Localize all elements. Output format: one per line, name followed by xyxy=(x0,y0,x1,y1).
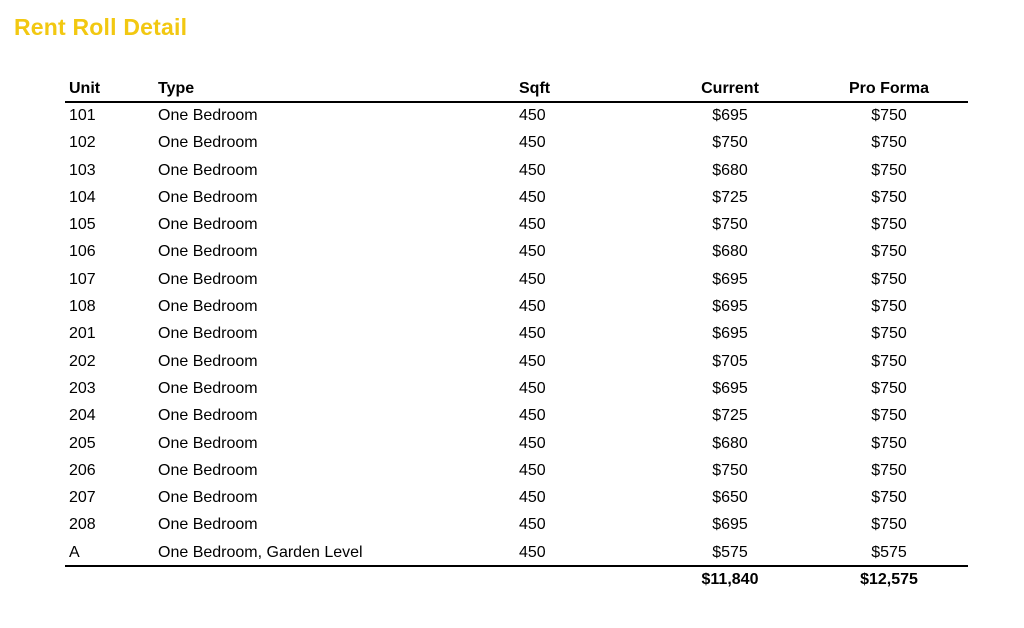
table-row xyxy=(65,130,968,157)
total-pro-forma: $12,575 xyxy=(860,570,918,588)
current-rent-cell: $695 xyxy=(712,107,748,124)
unit-cell: 205 xyxy=(69,434,96,452)
unit-cell: 106 xyxy=(69,243,96,261)
column-header-current: Current xyxy=(701,80,759,97)
current-rent-cell: $680 xyxy=(712,434,748,452)
sqft-cell: 450 xyxy=(519,134,546,152)
current-rent-cell: $695 xyxy=(712,298,748,316)
sqft-cell: 450 xyxy=(519,161,546,179)
current-rent-cell: $650 xyxy=(712,489,748,507)
sqft-cell: 450 xyxy=(519,434,546,452)
unit-cell: 201 xyxy=(69,325,96,343)
sqft-cell: 450 xyxy=(519,188,546,206)
unit-cell: 104 xyxy=(69,188,96,206)
table-row xyxy=(65,485,968,512)
unit-cell: 102 xyxy=(69,134,96,152)
pro-forma-rent-cell: $750 xyxy=(871,216,907,234)
table-row xyxy=(65,103,968,130)
type-cell: One Bedroom xyxy=(158,434,258,452)
type-cell: One Bedroom xyxy=(158,407,258,425)
pro-forma-rent-cell: $750 xyxy=(871,379,907,397)
table-row xyxy=(65,458,968,485)
pro-forma-rent-cell: $750 xyxy=(871,407,907,425)
type-cell: One Bedroom, Garden Level xyxy=(158,543,363,561)
current-rent-cell: $705 xyxy=(712,352,748,370)
current-rent-cell: $575 xyxy=(712,543,748,561)
unit-cell: 207 xyxy=(69,489,96,507)
pro-forma-rent-cell: $750 xyxy=(871,434,907,452)
type-cell: One Bedroom xyxy=(158,352,258,370)
unit-cell: 108 xyxy=(69,298,96,316)
type-cell: One Bedroom xyxy=(158,461,258,479)
table-row xyxy=(65,431,968,458)
type-cell: One Bedroom xyxy=(158,216,258,234)
page-title: Rent Roll Detail xyxy=(14,14,188,40)
table-row xyxy=(65,321,968,348)
column-header-unit: Unit xyxy=(69,80,101,97)
table-row xyxy=(65,158,968,185)
table-row xyxy=(65,349,968,376)
type-cell: One Bedroom xyxy=(158,516,258,534)
table-row xyxy=(65,403,968,430)
unit-cell: 203 xyxy=(69,379,96,397)
unit-cell: 101 xyxy=(69,107,96,124)
pro-forma-rent-cell: $750 xyxy=(871,489,907,507)
type-cell: One Bedroom xyxy=(158,325,258,343)
sqft-cell: 450 xyxy=(519,352,546,370)
sqft-cell: 450 xyxy=(519,243,546,261)
sqft-cell: 450 xyxy=(519,489,546,507)
type-cell: One Bedroom xyxy=(158,243,258,261)
table-row xyxy=(65,267,968,294)
current-rent-cell: $680 xyxy=(712,161,748,179)
pro-forma-rent-cell: $750 xyxy=(871,516,907,534)
type-cell: One Bedroom xyxy=(158,188,258,206)
column-header-type: Type xyxy=(158,80,195,97)
column-header-sqft: Sqft xyxy=(519,80,551,97)
pro-forma-rent-cell: $750 xyxy=(871,325,907,343)
current-rent-cell: $695 xyxy=(712,516,748,534)
sqft-cell: 450 xyxy=(519,107,546,124)
sqft-cell: 450 xyxy=(519,325,546,343)
sqft-cell: 450 xyxy=(519,298,546,316)
sqft-cell: 450 xyxy=(519,461,546,479)
unit-cell: 107 xyxy=(69,270,96,288)
type-cell: One Bedroom xyxy=(158,489,258,507)
unit-cell: 103 xyxy=(69,161,96,179)
current-rent-cell: $725 xyxy=(712,407,748,425)
unit-cell: 204 xyxy=(69,407,96,425)
pro-forma-rent-cell: $750 xyxy=(871,461,907,479)
current-rent-cell: $750 xyxy=(712,216,748,234)
type-cell: One Bedroom xyxy=(158,298,258,316)
pro-forma-rent-cell: $750 xyxy=(871,352,907,370)
pro-forma-rent-cell: $750 xyxy=(871,243,907,261)
sqft-cell: 450 xyxy=(519,216,546,234)
table-row xyxy=(65,239,968,266)
type-cell: One Bedroom xyxy=(158,161,258,179)
pro-forma-rent-cell: $575 xyxy=(871,543,907,561)
current-rent-cell: $750 xyxy=(712,461,748,479)
current-rent-cell: $750 xyxy=(712,134,748,152)
table-row xyxy=(65,540,968,567)
sqft-cell: 450 xyxy=(519,407,546,425)
unit-cell: 105 xyxy=(69,216,96,234)
pro-forma-rent-cell: $750 xyxy=(871,270,907,288)
sqft-cell: 450 xyxy=(519,516,546,534)
type-cell: One Bedroom xyxy=(158,270,258,288)
pro-forma-rent-cell: $750 xyxy=(871,298,907,316)
table-row xyxy=(65,185,968,212)
pro-forma-rent-cell: $750 xyxy=(871,188,907,206)
table-row xyxy=(65,212,968,239)
current-rent-cell: $725 xyxy=(712,188,748,206)
table-row xyxy=(65,294,968,321)
pro-forma-rent-cell: $750 xyxy=(871,107,907,124)
pro-forma-rent-cell: $750 xyxy=(871,134,907,152)
pro-forma-rent-cell: $750 xyxy=(871,161,907,179)
unit-cell: A xyxy=(69,543,80,561)
current-rent-cell: $680 xyxy=(712,243,748,261)
table-body xyxy=(65,103,968,567)
totals-row xyxy=(65,567,968,594)
column-header-pro-forma: Pro Forma xyxy=(848,80,929,97)
unit-cell: 202 xyxy=(69,352,96,370)
unit-cell: 206 xyxy=(69,461,96,479)
unit-cell: 208 xyxy=(69,516,96,534)
type-cell: One Bedroom xyxy=(158,134,258,152)
table-row xyxy=(65,512,968,539)
current-rent-cell: $695 xyxy=(712,379,748,397)
rent-roll-table xyxy=(65,78,968,594)
table-header xyxy=(65,78,968,103)
sqft-cell: 450 xyxy=(519,270,546,288)
type-cell: One Bedroom xyxy=(158,107,258,124)
sqft-cell: 450 xyxy=(519,379,546,397)
table-row xyxy=(65,376,968,403)
current-rent-cell: $695 xyxy=(712,325,748,343)
total-current: $11,840 xyxy=(701,570,759,588)
sqft-cell: 450 xyxy=(519,543,546,561)
type-cell: One Bedroom xyxy=(158,379,258,397)
current-rent-cell: $695 xyxy=(712,270,748,288)
